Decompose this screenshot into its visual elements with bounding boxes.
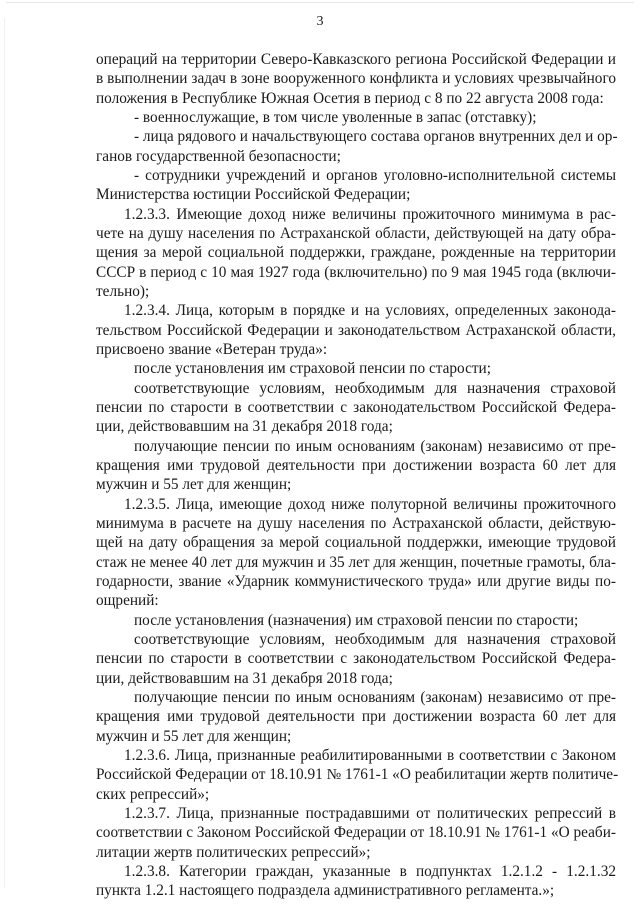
text-line: ощрений:: [96, 592, 159, 609]
text-line: ции, действовавшим на 31 декабря 2018 года;: [96, 670, 393, 687]
text-line: ских репрессий»;: [96, 786, 210, 803]
text-line: соответствующие условиям, необходимым для назначения страховой: [134, 380, 616, 397]
text-line: Министерства юстиции Российской Федерации;: [96, 186, 411, 203]
text-line: пенсии по старости в соответствии с законодательством Российской Федера-: [96, 650, 616, 667]
text-line: литации жертв политических репрессий»;: [96, 844, 371, 861]
text-line: чете на душу населения по Астраханской области, действующей на дату обра-: [96, 225, 616, 242]
text-line: щения за мерой социальной поддержки, граждане, рожденные на территории: [96, 244, 616, 261]
text-line: 1.2.3.7. Лица, признанные пострадавшими от политических репрессий в: [124, 805, 616, 822]
text-line: мужчин и 55 лет для женщин;: [96, 728, 292, 745]
text-line: положения в Республике Южная Осетия в период с 8 по 22 августа 2008 года:: [96, 90, 604, 107]
text-line: тельством Российской Федерации и законодательством Астраханской области,: [96, 322, 616, 339]
text-line: 1.2.3.8. Категории граждан, указанные в подпунктах 1.2.1.2 - 1.2.1.32: [124, 863, 616, 880]
text-line: стаж не менее 40 лет для мужчин и 35 лет для женщин, почетные грамоты, бла-: [96, 554, 616, 571]
text-line: получающие пенсии по иным основаниям (законам) независимо от пре-: [134, 689, 616, 706]
scan-artifact-line: [6, 2, 634, 3]
text-line: СССР в период с 10 мая 1927 года (включительно) по 9 мая 1945 года (включи-: [96, 264, 616, 281]
text-line: пункта 1.2.1 настоящего подраздела административного регламента.»;: [96, 882, 555, 899]
text-line: тельно);: [96, 283, 150, 300]
text-line: получающие пенсии по иным основаниям (законам) независимо от пре-: [134, 438, 616, 455]
text-line: пенсии по старости в соответствии с законодательством Российской Федера-: [96, 399, 616, 416]
text-line: соответствующие условиям, необходимым для назначения страховой: [134, 631, 616, 648]
text-line: присвоено звание «Ветеран труда»:: [96, 341, 328, 358]
text-line: 1.2.3.5. Лица, имеющие доход ниже полуторной величины прожиточного: [124, 496, 616, 513]
text-line: - сотрудники учреждений и органов уголовно-исполнительной системы: [134, 167, 616, 184]
page-number: 3: [316, 14, 324, 29]
text-line: Российской Федерации от 18.10.91 № 1761-1 «О реабилитации жертв политиче-: [96, 766, 619, 783]
text-line: после установления (назначения) им страховой пенсии по старости;: [134, 612, 579, 629]
text-line: щей на дату обращения за мерой социальной поддержки, имеющие трудовой: [96, 534, 616, 551]
text-line: годарности, звание «Ударник коммунистического труда» или другие виды по-: [96, 573, 616, 590]
text-line: мужчин и 55 лет для женщин;: [96, 476, 292, 493]
text-line: соответствии с Законом Российской Федерации от 18.10.91 № 1761-1 «О реаби-: [96, 824, 616, 841]
text-line: - лица рядового и начальствующего состава органов внутренних дел и ор-: [134, 128, 618, 145]
text-line: после установления им страховой пенсии по старости;: [134, 360, 491, 377]
text-line: ганов государственной безопасности;: [96, 148, 341, 165]
text-line: операций на территории Северо-Кавказского региона Российской Федерации и: [96, 51, 616, 68]
text-line: 1.2.3.3. Имеющие доход ниже величины прожиточного минимума в рас-: [124, 206, 616, 223]
text-line: кращения ими трудовой деятельности при достижении возраста 60 лет для: [96, 708, 616, 725]
text-line: в выполнении задач в зоне вооруженного конфликта и условиях чрезвычайного: [96, 70, 616, 87]
text-line: 1.2.3.6. Лица, признанные реабилитированными в соответствии с Законом: [124, 747, 616, 764]
text-line: - военнослужащие, в том числе уволенные в запас (отставку);: [134, 109, 537, 126]
scan-margin-shadow: [4, 18, 5, 888]
text-line: минимума в расчете на душу населения по Астраханской области, действую-: [96, 515, 616, 532]
text-line: кращения ими трудовой деятельности при достижении возраста 60 лет для: [96, 457, 616, 474]
text-line: ции, действовавшим на 31 декабря 2018 года;: [96, 418, 393, 435]
text-line: 1.2.3.4. Лица, которым в порядке и на условиях, определенных законода-: [124, 302, 616, 319]
